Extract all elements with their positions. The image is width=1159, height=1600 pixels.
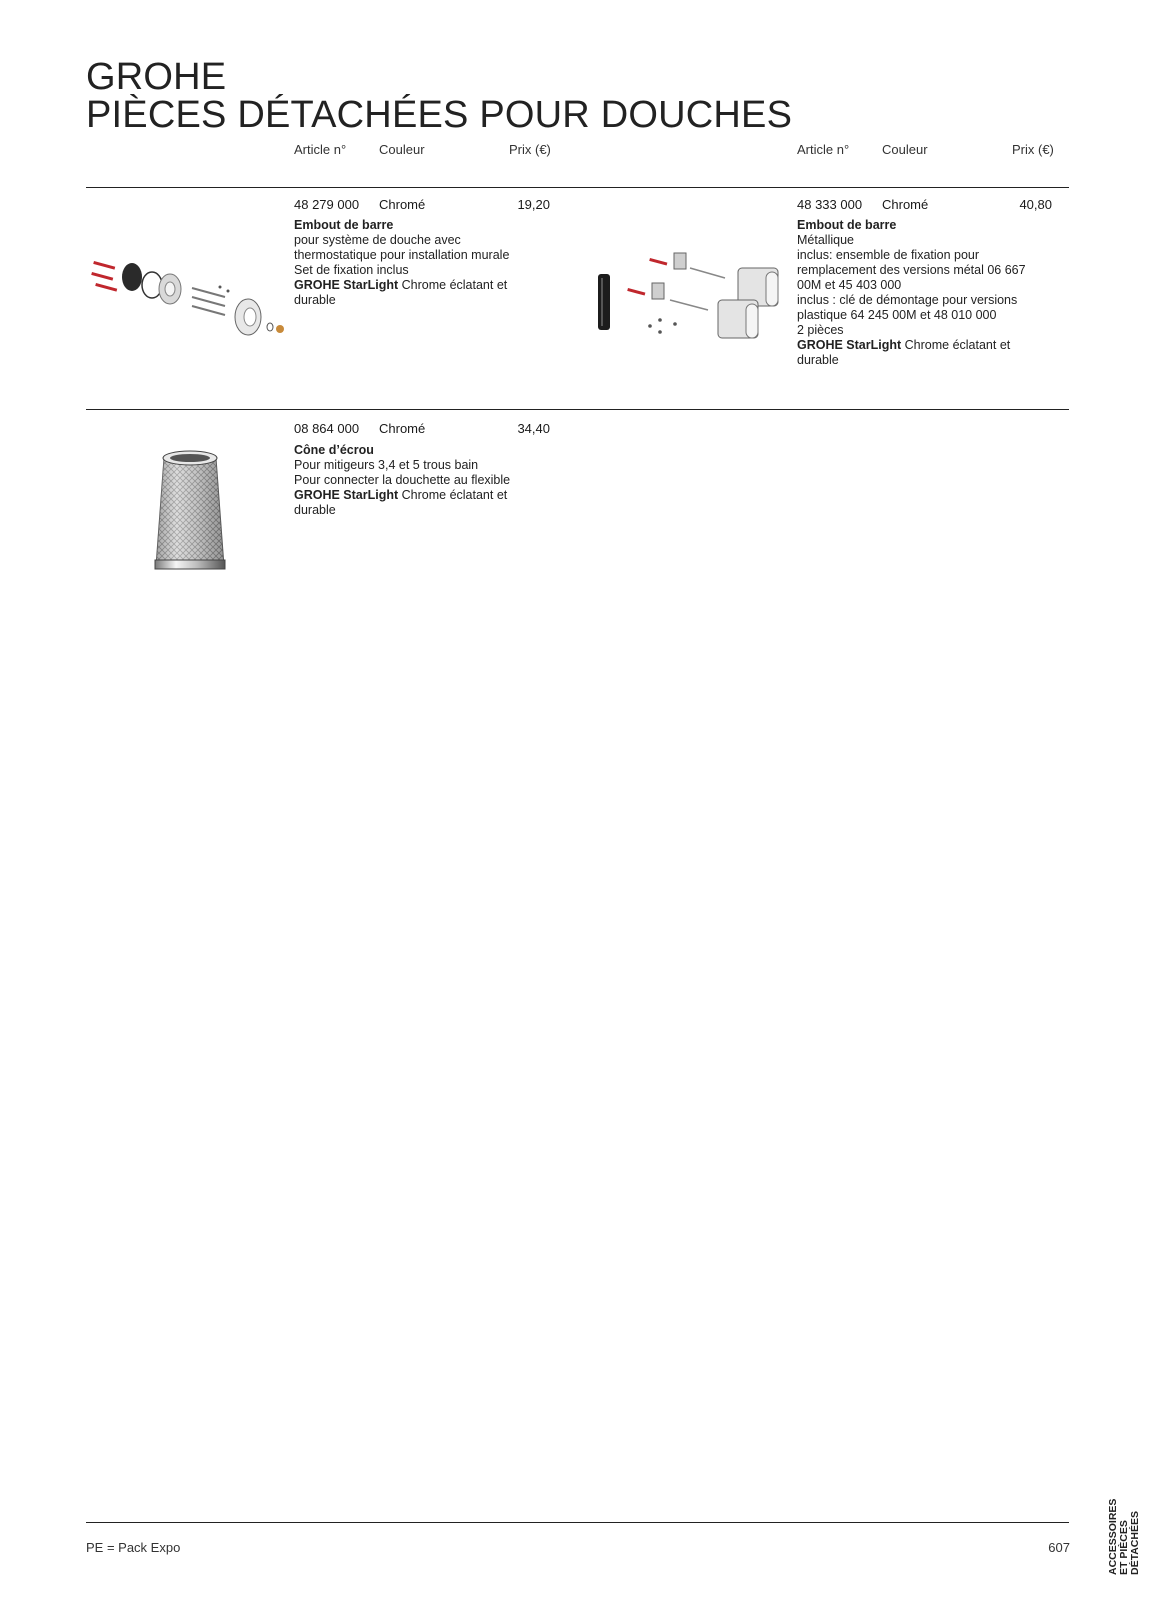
brand-text: Chrome éclatant et — [398, 278, 508, 292]
brand-name: GROHE StarLight — [294, 278, 399, 292]
product-name: Embout de barre — [797, 218, 897, 232]
page-title — [86, 58, 792, 134]
price-value: 40,80 — [1019, 197, 1052, 212]
color-value: Chromé — [379, 197, 426, 212]
price-value: 34,40 — [517, 421, 550, 436]
article-number: 48 333 000 — [797, 197, 863, 212]
product-name: Cône d’écrou — [294, 443, 374, 457]
description-line: pour système de douche avec — [294, 233, 461, 247]
brand-tail: durable — [294, 503, 336, 517]
title-brand: GROHE — [86, 56, 227, 98]
header-color-left: Couleur — [379, 142, 425, 157]
article-number: 48 279 000 — [294, 197, 360, 212]
brand-line — [294, 488, 544, 503]
description-line: 2 pièces — [797, 323, 844, 337]
brand-name: GROHE StarLight — [294, 488, 399, 502]
price-value: 19,20 — [517, 197, 550, 212]
row-divider — [86, 187, 1069, 188]
header-article-left: Article n° — [294, 142, 347, 157]
page-number: 607 — [1048, 1540, 1070, 1555]
product-description — [294, 443, 544, 518]
metal-bar-end-kit-icon — [590, 248, 790, 353]
description-line: plastique 64 245 00M et 48 010 000 — [797, 308, 997, 322]
brand-tail: durable — [797, 353, 839, 367]
brand-line — [797, 338, 1052, 353]
brand-text: Chrome éclatant et — [901, 338, 1011, 352]
header-price-right: Prix (€) — [1012, 142, 1054, 157]
product-name: Embout de barre — [294, 218, 394, 232]
description-line: thermostatique pour installation murale — [294, 248, 510, 262]
row-divider — [86, 409, 1069, 410]
description-line: remplacement des versions métal 06 667 — [797, 263, 1026, 277]
bar-end-kit-icon — [90, 255, 290, 350]
description-line: Pour mitigeurs 3,4 et 5 trous bain — [294, 458, 479, 472]
article-number: 08 864 000 — [294, 421, 360, 436]
product-description — [294, 218, 544, 308]
side-tab-line: ET PIÈCES — [1118, 1520, 1130, 1575]
side-tab-line: DÉTACHÉES — [1129, 1511, 1141, 1575]
description-line: inclus : clé de démontage pour versions — [797, 293, 1018, 307]
brand-name: GROHE StarLight — [797, 338, 902, 352]
header-price-left: Prix (€) — [509, 142, 551, 157]
footer-legend: PE = Pack Expo — [86, 1540, 181, 1555]
description-line: Pour connecter la douchette au flexible — [294, 473, 511, 487]
description-line: Set de fixation inclus — [294, 263, 409, 277]
side-tab-line: ACCESSOIRES — [1107, 1498, 1119, 1575]
header-color-right: Couleur — [882, 142, 928, 157]
cone-nut-icon — [150, 448, 230, 583]
brand-line — [294, 278, 544, 293]
description-line: 00M et 45 403 000 — [797, 278, 902, 292]
color-value: Chromé — [882, 197, 929, 212]
footer-divider — [86, 1522, 1069, 1523]
title-category: PIÈCES DÉTACHÉES POUR DOUCHES — [86, 94, 793, 136]
brand-text: Chrome éclatant et — [398, 488, 508, 502]
description-line: inclus: ensemble de fixation pour — [797, 248, 980, 262]
product-description — [797, 218, 1052, 368]
section-side-tab — [1108, 1485, 1141, 1575]
brand-tail: durable — [294, 293, 336, 307]
header-article-right: Article n° — [797, 142, 850, 157]
description-line: Métallique — [797, 233, 854, 247]
color-value: Chromé — [379, 421, 426, 436]
